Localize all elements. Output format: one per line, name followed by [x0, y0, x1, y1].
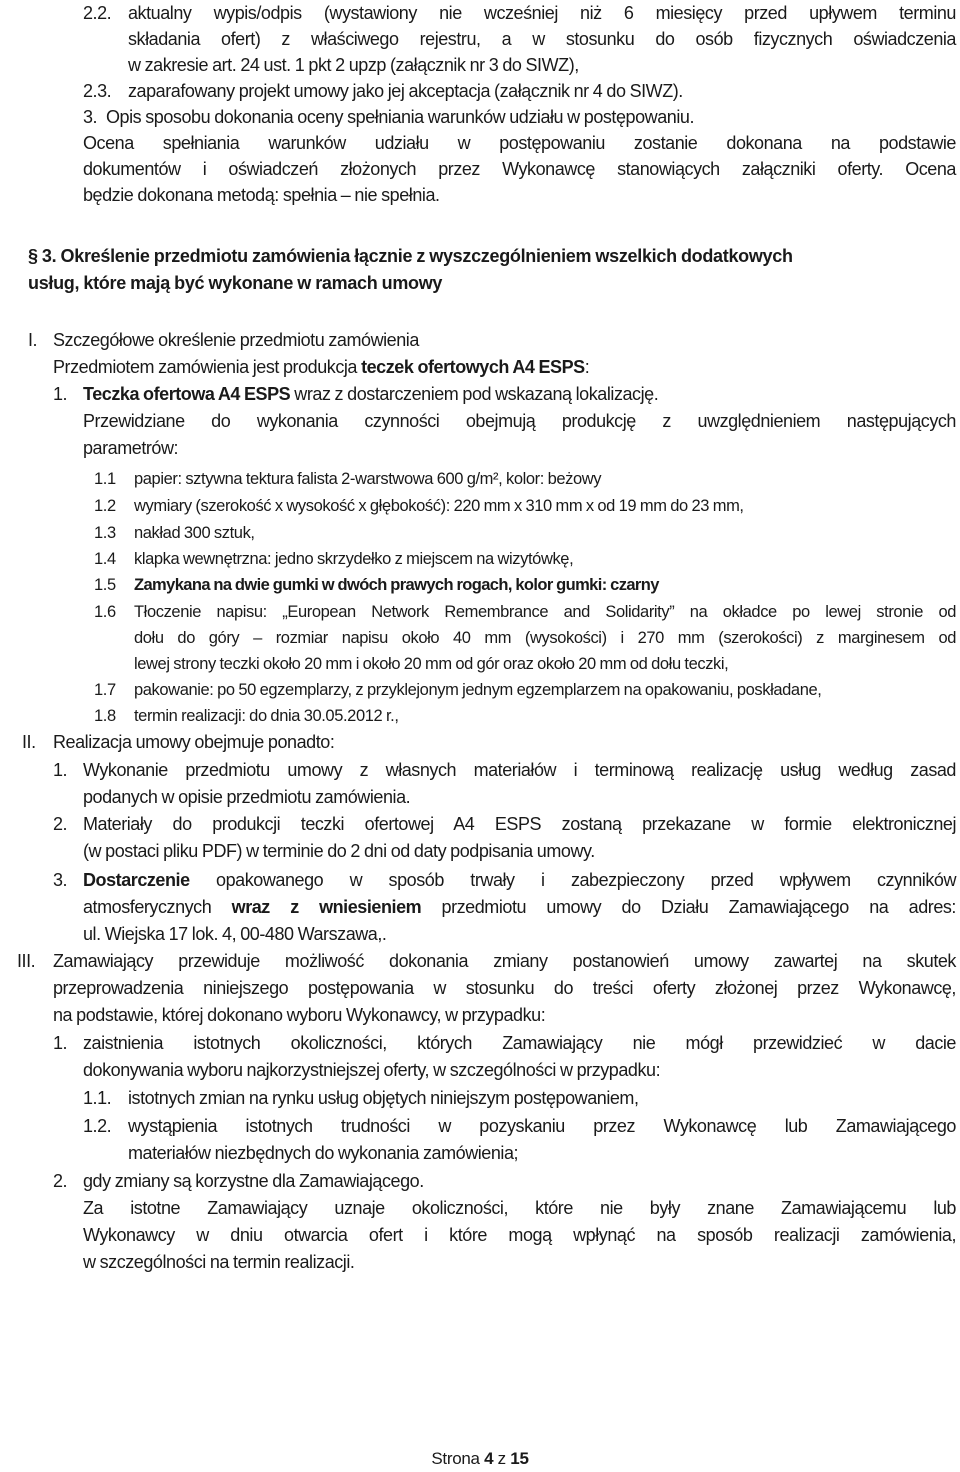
item-number: 1.: [53, 384, 68, 404]
text-line: aktualny wypis/odpis (wystawiony nie wcześniej niż 6 miesięcy przed upływem terminu: [128, 3, 956, 23]
subitem-number: 1.8: [94, 707, 116, 725]
item-number: 2.3.: [83, 81, 112, 101]
text-line: w zakresie art. 24 ust. 1 pkt 2 upzp (załącznik nr 3 do SIWZ),: [128, 55, 579, 75]
text-line: zaistnienia istotnych okoliczności, których Zamawiający nie mógł przewidzieć w dacie: [83, 1033, 956, 1053]
subitem-number: 1.2: [94, 497, 116, 515]
subitem-number: 1.7: [94, 681, 116, 699]
subitem-text: Tłoczenie napisu: „European Network Remembrance and Solidarity” na okładce po lewej stronie od: [134, 603, 956, 621]
total-pages: 15: [510, 1449, 529, 1468]
text-line: zaparafowany projekt umowy jako jej akceptacja (załącznik nr 4 do SIWZ).: [128, 81, 683, 101]
text-line: będzie dokonana metodą: spełnia – nie spełnia.: [83, 185, 440, 205]
subitem-number: 1.6: [94, 603, 116, 621]
text-line: Materiały do produkcji teczki ofertowej A4 ESPS zostaną przekazane w formie elektronicznej: [83, 814, 956, 834]
part-heading: Realizacja umowy obejmuje ponadto:: [53, 732, 335, 752]
subitem-text: papier: sztywna tektura falista 2-warstwowa 600 g/m², kolor: beżowy: [134, 470, 602, 488]
subitem-number: 1.1: [94, 470, 116, 488]
subitem-text: termin realizacji: do dnia 30.05.2012 r.,: [134, 707, 399, 725]
text-line: w szczególności na termin realizacji.: [83, 1252, 355, 1272]
item-number: 3.: [53, 870, 68, 890]
item-number: 2.2.: [83, 3, 112, 23]
text-line: (w postaci pliku PDF) w terminie do 2 dni od daty podpisania umowy.: [83, 841, 595, 861]
text-line: parametrów:: [83, 438, 179, 458]
section-number: 3.: [41, 246, 57, 266]
text-line: wystąpienia istotnych trudności w pozyskaniu przez Wykonawcę lub Zamawiającego: [128, 1116, 956, 1136]
subitem-text: dołu do góry – rozmiar napisu około 40 mm (wysokości) i 270 mm (szerokości) z marginesem od: [134, 629, 956, 647]
subitem-number: 1.5: [94, 576, 116, 594]
item-number: 1.: [53, 1033, 68, 1053]
text-line: Przewidziane do wykonania czynności obejmują produkcję z uwzględnieniem następujących: [83, 411, 956, 431]
subitem-text: lewej strony teczki około 20 mm i około 20 mm od gór oraz około 20 mm od dołu teczki,: [134, 655, 729, 673]
text-line: Zamawiający przewiduje możliwość dokonania zmiany postanowień umowy zawartej na skutek: [53, 951, 956, 971]
text-line: Dostarczenie opakowanego w sposób trwały i zabezpieczony przed wpływem czynników: [83, 870, 956, 890]
text-line: Teczka ofertowa A4 ESPS wraz z dostarczeniem pod wskazaną lokalizację.: [83, 384, 659, 404]
text-line: Ocena spełniania warunków udziału w postępowaniu zostanie dokonana na podstawie: [83, 133, 956, 153]
text-line: przeprowadzenia niniejszego postępowania w stosunku do treści oferty złożonej przez Wykonawcę,: [53, 978, 956, 998]
text-line: Wykonawcy w dniu otwarcia ofert i które mogą wpłynąć na sposób realizacji zamówienia,: [83, 1225, 956, 1245]
text-line: Opis sposobu dokonania oceny spełniania warunków udziału w postępowaniu.: [106, 107, 695, 127]
subitem-text: pakowanie: po 50 egzemplarzy, z przyklejonym jednym egzemplarzem na opakowaniu, poskładane,: [134, 681, 822, 699]
section-title: Określenie przedmiotu zamówienia łącznie z wyszczególnieniem wszelkich dodatkowych: [60, 246, 793, 266]
roman-numeral: III.: [17, 951, 36, 971]
text-line: dokumentów i oświadczeń złożonych przez Wykonawcę stanowiących załączniki oferty. Ocena: [83, 159, 956, 179]
section-heading: [28, 243, 793, 269]
text-line: na podstawie, której dokonano wyboru Wykonawcy, w przypadku:: [53, 1005, 546, 1025]
subitem-text: nakład 300 sztuk,: [134, 524, 255, 542]
subitem-number: 1.1.: [83, 1088, 112, 1108]
section-title-line: usług, które mają być wykonane w ramach umowy: [28, 273, 443, 293]
current-page-number: 4: [484, 1449, 494, 1468]
item-number: 2.: [53, 1171, 68, 1191]
item-number: 2.: [53, 814, 68, 834]
subitem-number: 1.3: [94, 524, 116, 542]
subitem-text: Zamykana na dwie gumki w dwóch prawych rogach, kolor gumki: czarny: [134, 576, 659, 594]
part-heading: Szczegółowe określenie przedmiotu zamówienia: [53, 330, 419, 350]
text-line: składania ofert) z właściwego rejestru, a w stosunku do osób fizycznych oświadczenia: [128, 29, 956, 49]
text-line: gdy zmiany są korzystne dla Zamawiającego.: [83, 1171, 424, 1191]
section-sign: §: [28, 246, 38, 266]
text-line: Wykonanie przedmiotu umowy z własnych materiałów i terminową realizację usług według zasad: [83, 760, 956, 780]
page-footer: Strona 4 z 15: [431, 1449, 529, 1468]
text-line: Za istotne Zamawiający uznaje okoliczności, które nie były znane Zamawiającemu lub: [83, 1198, 956, 1218]
text-line: ul. Wiejska 17 lok. 4, 00-480 Warszawa,.: [83, 924, 387, 944]
roman-numeral: I.: [28, 330, 38, 350]
text-line: podanych w opisie przedmiotu zamówienia.: [83, 787, 411, 807]
text-line: atmosferycznych wraz z wniesieniem przedmiotu umowy do Działu Zamawiającego na adres:: [83, 897, 956, 917]
item-number: 3.: [83, 107, 98, 127]
subitem-text: wymiary (szerokość x wysokość x głębokość): 220 mm x 310 mm x od 19 mm do 23 mm,: [134, 497, 744, 515]
item-number: 1.: [53, 760, 68, 780]
roman-numeral: II.: [22, 732, 36, 752]
text-line: dokonywania wyboru najkorzystniejszej oferty, w szczególności w przypadku:: [83, 1060, 661, 1080]
text-line: istotnych zmian na rynku usług objętych niniejszym postępowaniem,: [128, 1088, 639, 1108]
subitem-number: 1.2.: [83, 1116, 112, 1136]
subitem-number: 1.4: [94, 550, 116, 568]
subitem-text: klapka wewnętrzna: jedno skrzydełko z miejscem na wizytówkę,: [134, 550, 574, 568]
text-line: Przedmiotem zamówienia jest produkcja teczek ofertowych A4 ESPS:: [53, 357, 590, 377]
text-line: materiałów niezbędnych do wykonania zamówienia;: [128, 1143, 519, 1163]
